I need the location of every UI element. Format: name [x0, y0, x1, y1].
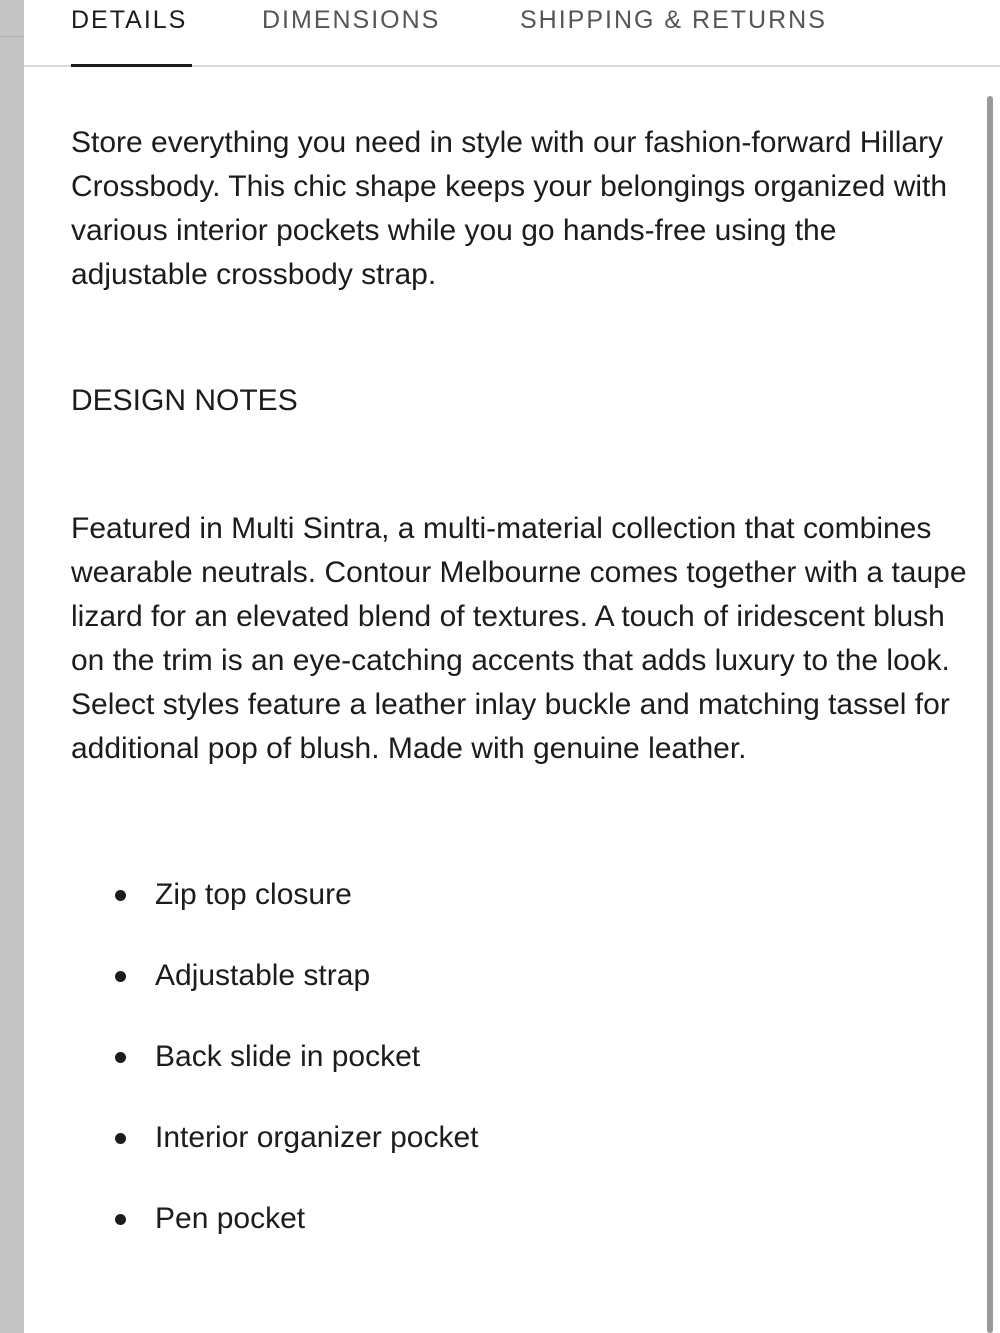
tab-shipping-returns[interactable]: SHIPPING & RETURNS: [520, 6, 827, 34]
tab-details[interactable]: DETAILS: [71, 6, 188, 34]
feature-label: Zip top closure: [155, 878, 352, 911]
bullet-icon: [115, 1052, 126, 1063]
details-content: [71, 121, 971, 1278]
bullet-icon: [115, 1214, 126, 1225]
tab-bar: [24, 0, 1000, 67]
bullet-icon: [115, 1133, 126, 1144]
feature-label: Back slide in pocket: [155, 1040, 421, 1073]
feature-label: Adjustable strap: [155, 959, 371, 992]
design-notes-heading: DESIGN NOTES: [71, 384, 298, 417]
product-description: Store everything you need in style with our fashion-forward Hillary Crossbody. This chic shape keeps your belongings organized with various interior pockets while you go hands-free using the adjustable crossbody strap.: [71, 126, 948, 291]
feature-list: [71, 873, 971, 1241]
left-edge-divider: [0, 36, 24, 37]
scrollbar[interactable]: [987, 96, 993, 1333]
left-edge-panel: [0, 0, 24, 1333]
design-notes-text: Featured in Multi Sintra, a multi-material collection that combines wearable neutrals. Contour Melbourne comes together with a taupe lizard for an elevated blend of textures. A touch of iridescent blush on the trim is an eye-catching accents that adds luxury to the look. Select styles feature a leather inlay buckle and matching tassel for additional pop of blush. Made with genuine leather.: [71, 512, 967, 765]
list-item: [71, 1035, 971, 1079]
list-item: [71, 954, 971, 998]
bullet-icon: [115, 971, 126, 982]
list-item: [71, 873, 971, 917]
bullet-icon: [115, 890, 126, 901]
tab-dimensions[interactable]: DIMENSIONS: [262, 6, 441, 34]
active-tab-indicator: [71, 64, 192, 67]
list-item: [71, 1197, 971, 1241]
feature-label: Interior organizer pocket: [155, 1121, 479, 1154]
feature-label: Pen pocket: [155, 1202, 306, 1235]
list-item: [71, 1116, 971, 1160]
